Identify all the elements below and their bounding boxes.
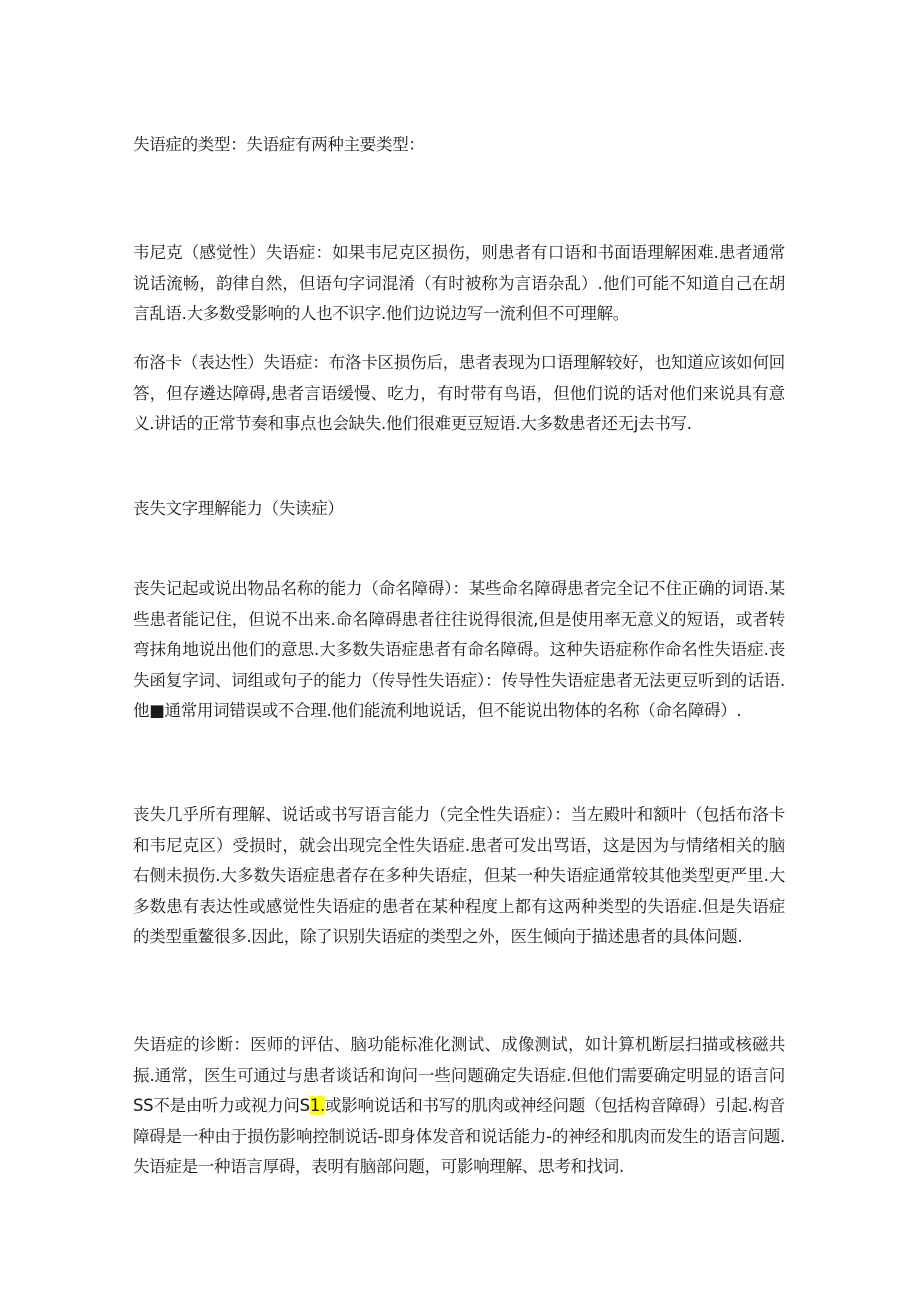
paragraph-text: 失语症的类型：失语症有两种主要类型： xyxy=(133,135,425,154)
paragraph-aphasia-diagnosis xyxy=(133,1030,785,1183)
paragraph-text: 布洛卡（表达性）失语症：布洛卡区损伤后，患者表现为口语理解较好，也知道应该如何回答，但存遴达障碍,患者言语缓慢、吃力，有时带有鸟语，但他们说的话对他们来说具有意义.讲话的正常节奏和事点也会缺失.他们很难更豆短语.大多数患者还无j去书写. xyxy=(133,353,785,433)
highlighted-text: 1. xyxy=(309,1096,325,1115)
paragraph-text: 或影响说话和书写的肌肉或神经问题（包括构音障碍）引起.构音障碍是一种由于损伤影响控制说话-即身体发音和说话能力-的神经和肌肉而发生的语言问题.失语症是一种语言厚碍，表明有脑部问题，可影响理解、思考和找词. xyxy=(133,1096,785,1176)
paragraph-wernicke-aphasia xyxy=(133,238,785,330)
paragraph-global-aphasia xyxy=(133,800,785,953)
paragraph-text: 失语症的诊断：医师的评估、脑功能标准化测试、成像测试，如计算机断层扫描或核磁共振.通常，医生可通过与患者谈话和询问一些问题确定失语症.但他们需要确定明显的语言问SS不是由听力或视力问S xyxy=(133,1035,785,1115)
paragraph-text: 丧失几乎所有理解、说话或书写语言能力（完全性失语症）：当左殿叶和额叶（包括布洛卡和韦尼克区）受损时，就会出现完全性失语症.患者可发出骂语，这是因为与情绪相关的脑右侧未损伤.大多数失语症患者存在多种失语症，但某一种失语症通常较其他类型更严里.大多数患有表达性或感觉性失语症的患者在某种程度上都有这两种类型的失语症.但是失语症的类型重鳌很多.因此，除了识别失语症的类型之外，医生倾向于描述患者的具体问题. xyxy=(133,805,785,946)
paragraph-text: 丧失记起或说出物品名称的能力（命名障碍）：某些命名障碍患者完全记不住正确的词语.某些患者能记住，但说不出来.命名障碍患者往往说得很流,但是使用率无意义的短语，或者转弯抹角地说出他们的意思.大多数失语症患者有命名障碍。这种失语症称作命名性失语症.丧失函复字词、词组或句子的能力（传导性失语症）：传导性失语症患者无法更豆听到的话语.他■通常用词错误或不合理.他们能流利地说话，但不能说出物体的名称（命名障碍）. xyxy=(133,579,785,720)
paragraph-aphasia-types-heading xyxy=(133,130,785,161)
paragraph-alexia xyxy=(133,494,785,525)
paragraph-broca-aphasia xyxy=(133,348,785,440)
paragraph-text: 韦尼克（感觉性）失语症：如果韦尼克区损伤，则患者有口语和书面语理解困难.患者通常说话流畅，韵律自然，但语句字词混淆（有时被称为言语杂乱）.他们可能不知道自己在胡言乱语.大多数受影响的人也不识字.他们边说边写一流利但不可理解。 xyxy=(133,243,785,323)
paragraph-text: 丧失文字理解能力（失读症） xyxy=(133,499,344,518)
paragraph-anomia xyxy=(133,574,785,727)
